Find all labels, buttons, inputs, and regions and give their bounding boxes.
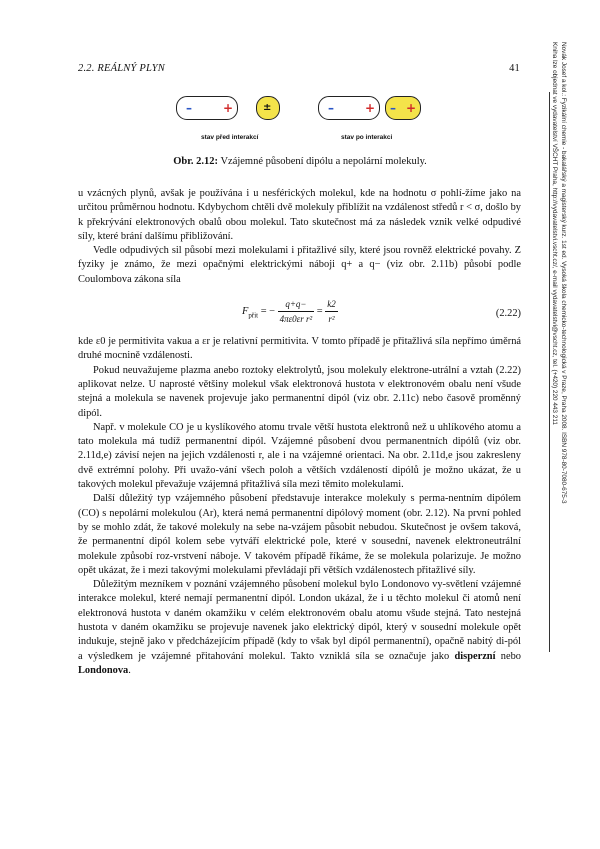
eq-operator: =: [314, 306, 326, 318]
plus-sign: +: [223, 101, 234, 115]
minus-sign: –: [390, 101, 396, 115]
minus-sign: –: [186, 101, 192, 115]
caption-text: Vzájemné působení dipólu a nepolární molekuly.: [218, 156, 427, 167]
paragraph: Další důležitý typ vzájemného působení představuje interakce molekuly s perma-nentním dipólem (CO) s nepolární molekulou (Ar), která nemá permanentní dipólový moment (obr. 2.12). Na první pohled by se mohlo zdát, že takové molekuly na sebe na-vzájem působit nebudou. Skutečnost je ovšem taková, že permanentní dipól kolem sebe vytváří elektrické pole, které v sousední, navenek elektroneutrální molekule způsobí roz-vrstvení náboje. V takovém případě říkáme, že se molekula polarizuje. Je možno opět ukázat, že i mezi takovými molekulami převládají při větších vzdálenostech přitažlivé síly.: [78, 493, 521, 576]
paragraph: Pokud neuvažujeme plazma anebo roztoky elektrolytů, jsou molekuly elektrone-utrální a vztah (2.22) aplikovat nelze. U naprosté většiny molekul však elektronová hustota v elektronovém obalu není všude stejná a molekula se navenek projevuje jako permanentní dipól (viz obr. 2.11c) nebo časově proměnný dipól.: [78, 364, 521, 419]
molecule-pair-before: [176, 96, 286, 120]
equation-content: [242, 297, 338, 327]
equation-number: (2.22): [495, 308, 521, 320]
dipole-molecule: [318, 96, 380, 120]
side-note: [542, 42, 568, 682]
label-after-interaction: stav po interakci: [341, 134, 393, 141]
fraction-coulomb: [278, 297, 315, 327]
eq-lhs-subscript: přit: [248, 311, 259, 320]
eq-lhs: F: [242, 306, 249, 318]
plus-sign: +: [406, 101, 417, 115]
fraction-denominator: 4πε0εr r²: [279, 314, 313, 325]
caption-label: Obr. 2.12:: [173, 156, 219, 167]
molecule-pair-after: [318, 96, 436, 120]
paragraph-text: Důležitým mezníkem v poznání vzájemného působení molekul bylo Londonovo vy-světlení vzájemné interakce molekul, které nemají permanentní dipól. London ukázal, že i u těchto molekul či atomů není elektronová hustota v daném okamžiku v celém elektronovém obalu atomu všude stejná. Tato nestejná hustota v daném okamžiku se projevuje navenek jako elektrický dipól, který v sousední molekule opět indukuje, stejně jako v předcházejícím případě (kdy to však byl dipól permanentní), opačně nabitý di-pól a výsledkem je vzájemné přitahování molekul. Takto vzniklá síla se označuje jako: [78, 579, 521, 662]
plus-minus-sign: ±: [263, 102, 272, 113]
paragraph: Vedle odpudivých sil působí mezi molekulami i přitažlivé síly, které jsou rovněž elektrické povahy. Z fyziky je známo, že mezi opačnými elektrickými náboji q+ a q− (viz obr. 2.11b) působí podle Coulombova zákona síla: [78, 245, 521, 285]
plus-sign: +: [365, 101, 376, 115]
paragraph: [78, 578, 521, 678]
paragraph: Např. v molekule CO je u kyslíkového atomu trvale větší hustota elektronů než u uhlíkového atomu a tato molekula má tudíž permanentní dipól. Vzájemné působení dvou permanentních dipólů (viz obr. 2.11d,e) závisí nejen na jejich vzdálenosti r, ale i na vzájemné orientaci. Na obr. 2.11d,e jsou zakresleny dvě extrémní polohy. Při uvažo-vání všech poloh a větších vzdáleností dipólů je možno ukázat, že u takových molekul převažuje vzájemná přitažlivá síla mezi těmito molekulami.: [78, 421, 521, 491]
fraction-k2: [325, 297, 338, 327]
term-disperse: disperzní: [454, 650, 496, 662]
side-note-line: Novák Josef a kol.: Fyzikální chemie - bakalářský a magisterský kurz. 1st ed. Vysoká škola chemicko-technologická v Praze, Praha 2008. ISBN 978-80-7080-675-3: [560, 42, 567, 504]
minus-sign: –: [328, 101, 334, 115]
fraction-numerator: k2: [325, 297, 338, 312]
period: .: [128, 664, 131, 676]
fraction-denominator: r²: [328, 314, 335, 325]
running-head: [78, 63, 520, 74]
eq-operator: = −: [258, 306, 276, 318]
figure-caption: [0, 156, 600, 167]
body-text: [78, 187, 521, 678]
paragraph: kde ε0 je permitivita vakua a εr je relativní permitivita. V tomto případě je přitažlivá síla nepřímo úměrná druhé mocnině vzdálenosti.: [78, 336, 521, 362]
dipole-molecule: [176, 96, 238, 120]
nonpolar-molecule: [256, 96, 280, 120]
fraction-numerator: q+q−: [278, 297, 315, 312]
term-london: Londonova: [78, 664, 129, 676]
paragraph: u vzácných plynů, avšak je používána i u nesférických molekul, kde na hodnotu σ pohlí-žíme jako na určitou průměrnou hodnotu. Kdybychom chtěli dvě molekuly přiblížit na vzdálenost středů r < σ, došlo by k překrývání elektronových obalů obou molekul. Tato skutečnost má za následek vznik velké odpudivé síly, které brání dalšímu přibližování.: [78, 188, 521, 242]
side-note-text: [542, 42, 568, 682]
equation-2-22: [78, 291, 521, 333]
label-before-interaction: stav před interakcí: [201, 134, 259, 141]
side-note-line: Kniha lze objednat ve vydavatelství VŠCHT Praha, http://vydavatelstvi.vscht.cz/, e-mail vydavatelstvi@vscht.cz, tel. (+420) 220 443 211: [551, 42, 558, 425]
connector-text: nebo: [495, 650, 521, 662]
section-title: 2.2. REÁLNÝ PLYN: [78, 63, 166, 74]
page-number: 41: [509, 63, 520, 74]
polarized-molecule: [385, 96, 421, 120]
